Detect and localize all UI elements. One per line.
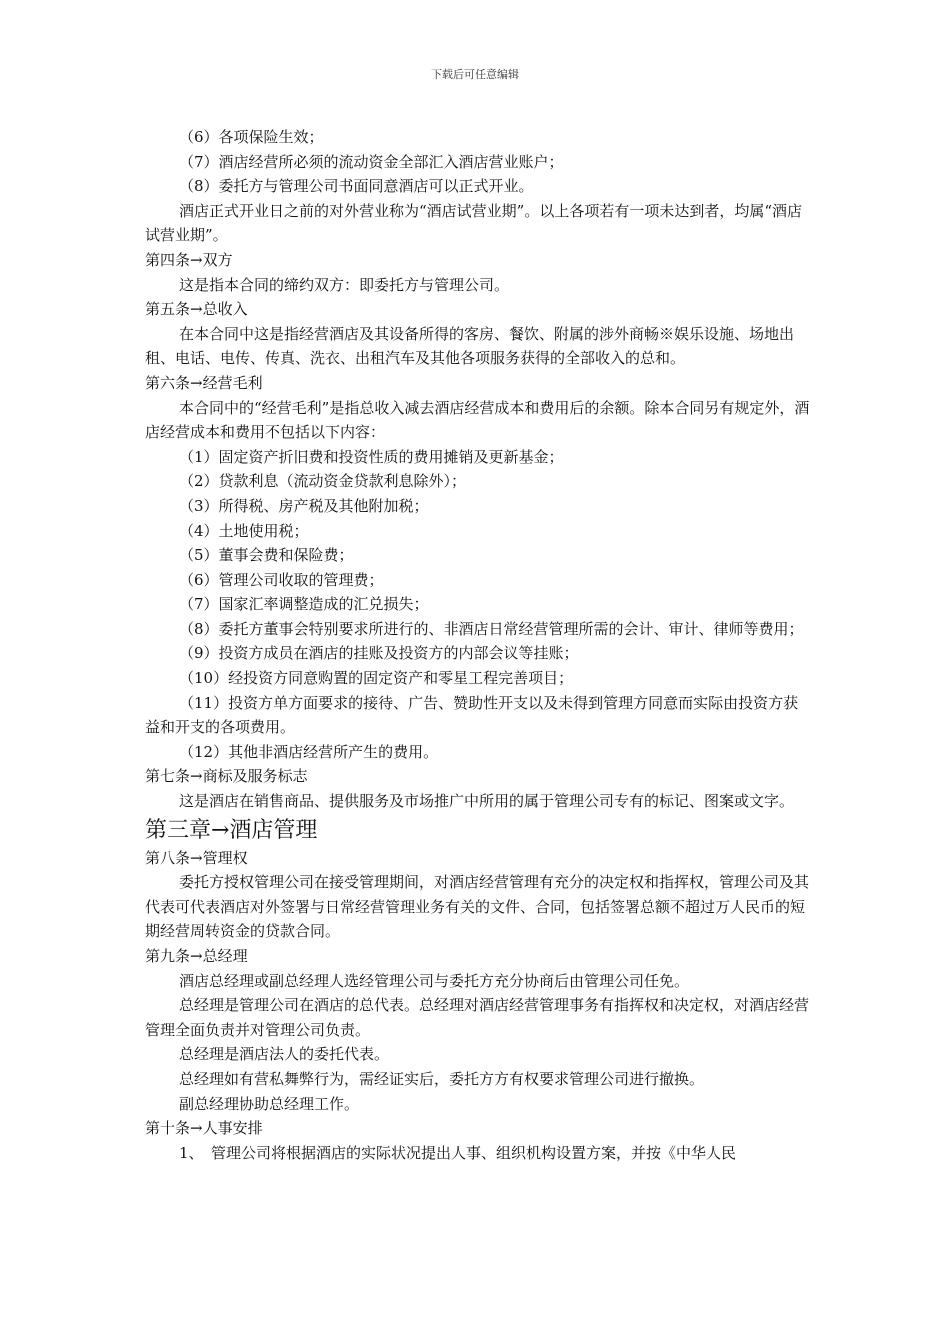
paragraph: （12）其他非酒店经营所产生的费用。 xyxy=(179,742,439,761)
article-heading: 第七条→商标及服务标志 xyxy=(145,767,308,786)
paragraph: 副总经理协助总经理工作。 xyxy=(179,1094,360,1113)
paragraph: （5）董事会费和保险费； xyxy=(179,546,354,565)
article-heading: 第五条→总收入 xyxy=(145,300,248,319)
paragraph: （1）固定资产折旧费和投资性质的费用摊销及更新基金； xyxy=(179,447,564,466)
article-heading: 第六条→经营毛利 xyxy=(145,373,263,392)
paragraph: （6）管理公司收取的管理费； xyxy=(179,570,384,589)
paragraph: 1、 管理公司将根据酒店的实际状况提出人事、组织机构设置方案，并按《中华人民 xyxy=(179,1143,737,1162)
article-heading: 第九条→总经理 xyxy=(145,947,248,965)
chapter-heading: 第三章→酒店管理 xyxy=(145,817,318,843)
article-heading: 第四条→双方 xyxy=(145,250,233,269)
paragraph: （3）所得税、房产税及其他附加税； xyxy=(179,496,429,515)
paragraph: （11）投资方单方面要求的接待、广告、赞助性开支以及未得到管理方同意而实际由投资方获益和开支的各项费用。 xyxy=(145,693,799,737)
paragraph: 在本合同中这是指经营酒店及其设备所得的客房、餐饮、附属的涉外商畅※娱乐设施、场地出租、电话、电传、传真、洗衣、出租汽车及其他各项服务获得的全部收入的总和。 xyxy=(145,324,795,368)
paragraph: （7）酒店经营所必须的流动资金全部汇入酒店营业账户； xyxy=(179,152,564,171)
paragraph: （9）投资方成员在酒店的挂账及投资方的内部会议等挂账； xyxy=(179,644,579,663)
paragraph: （7）国家汇率调整造成的汇兑损失； xyxy=(179,595,429,614)
paragraph: （4）土地使用税； xyxy=(179,521,309,540)
paragraph: 酒店正式开业日之前的对外营业称为“酒店试营业期”。以上各项若有一项未达到者，均属“酒店试营业期”。 xyxy=(145,201,803,245)
paragraph: 总经理是管理公司在酒店的总代表。总经理对酒店经营管理事务有指挥权和决定权，对酒店经营管理全面负责并对管理公司负责。 xyxy=(145,996,810,1039)
paragraph: 这是指本合同的缔约双方：即委托方与管理公司。 xyxy=(179,275,510,294)
paragraph: （10）经投资方同意购置的固定资产和零星工程完善项目； xyxy=(179,669,574,688)
paragraph: 本合同中的“经营毛利”是指总收入减去酒店经营成本和费用后的余额。除本合同另有规定外，酒店经营成本和费用不包括以下内容： xyxy=(145,398,810,442)
page-header: 下载后可任意编辑 xyxy=(431,68,519,81)
document-body xyxy=(145,125,810,1165)
paragraph: （6）各项保险生效； xyxy=(179,128,324,146)
paragraph: （8）委托方董事会特别要求所进行的、非酒店日常经营管理所需的会计、审计、律师等费用； xyxy=(179,619,804,638)
article-heading: 第十条→人事安排 xyxy=(145,1119,263,1138)
article-heading: 第八条→管理权 xyxy=(145,848,248,867)
paragraph: 委托方授权管理公司在接受管理期间，对酒店经营管理有充分的决定权和指挥权，管理公司及其代表可代表酒店对外签署与日常经营管理业务有关的文件、合同，包括签署总额不超过万人民币的短期经营周转资金的贷款合同。 xyxy=(145,873,810,941)
paragraph: 酒店总经理或副总经理人选经管理公司与委托方充分协商后由管理公司任免。 xyxy=(179,971,690,990)
paragraph: 总经理是酒店法人的委托代表。 xyxy=(179,1045,390,1064)
paragraph: 这是酒店在销售商品、提供服务及市场推广中所用的属于管理公司专有的标记、图案或文字。 xyxy=(179,792,795,811)
paragraph: （8）委托方与管理公司书面同意酒店可以正式开业。 xyxy=(179,177,534,196)
paragraph: 总经理如有营私舞弊行为，需经证实后，委托方方有权要求管理公司进行撤换。 xyxy=(179,1069,705,1088)
paragraph: （2）贷款利息（流动资金贷款利息除外）； xyxy=(179,472,467,491)
